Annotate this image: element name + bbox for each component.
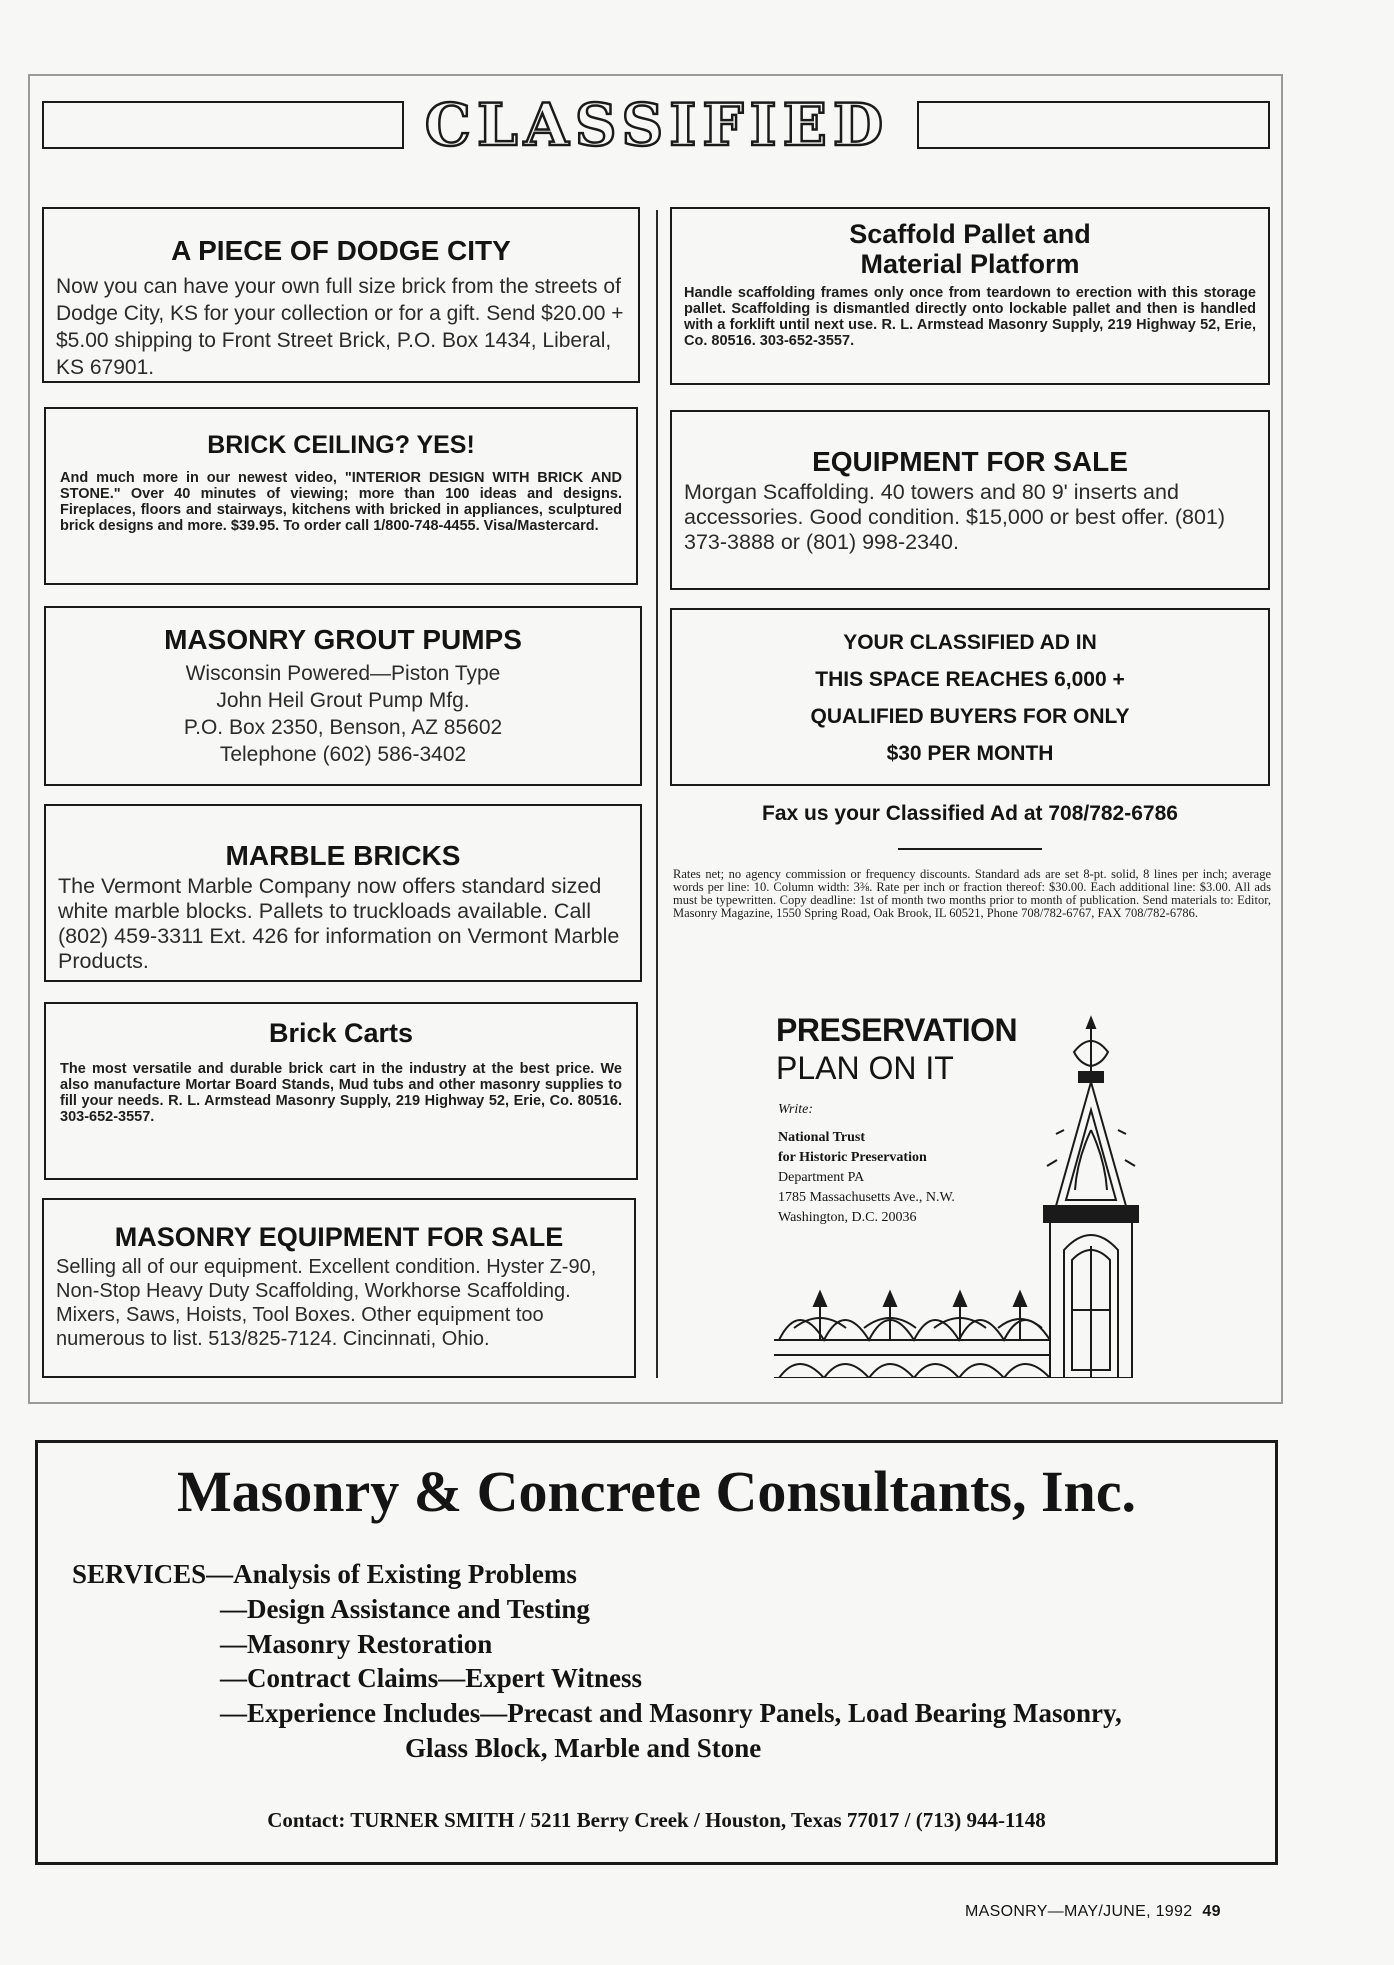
consultants-title: Masonry & Concrete Consultants, Inc.: [176, 1459, 1137, 1524]
rates-note: Rates net; no agency commission or frequency discounts. Standard ads are set 8-pt. solid, 8 lines per inch; average words per line: 10. Column width: 3⅜. Rate per inch or fraction thereof: $30.00. Each additional line: $3.00. All ads must be typewritten. Copy deadline: 1st of month two months prior to month of publication. Send materials to: Editor, Masonry Magazine, 1550 Spring Road, Oak Brook, IL 60521, Phone 708/782-6767, FAX 708/782-6786.: [673, 867, 1271, 920]
ad-dodge-city: [42, 207, 640, 383]
ad-line: Wisconsin Powered—Piston Type: [185, 662, 501, 685]
ad-body: Morgan Scaffolding. 40 towers and 80 9' inserts and accessories. Good condition. $15,000 or best offer. (801) 373-3888 or (801) 998-2340.: [684, 480, 1226, 554]
ad-line: Telephone (602) 586-3402: [219, 743, 467, 766]
ad-title-line-1: Scaffold Pallet and: [849, 219, 1091, 249]
preservation-street: 1785 Massachusetts Ave., N.W.: [778, 1190, 955, 1205]
preservation-org-line-2: for Historic Preservation: [778, 1150, 927, 1165]
page-title: CLASSIFIED: [424, 91, 890, 159]
ad-grout-pumps: [44, 606, 642, 786]
fax-divider: [898, 848, 1042, 850]
service-line: Glass Block, Marble and Stone: [405, 1733, 762, 1763]
ad-brick-ceiling: [44, 407, 638, 585]
ad-body: Handle scaffolding frames only once from teardown to erection with this storage pallet. Scaffolding is dismantled directly onto lockable pallet and then is handled with a forklift until next use. R. L. Armstead Masonry Supply, 219 Highway 52, Erie, Co. 80516. 303-652-3557.: [684, 285, 1256, 349]
promo-line: THIS SPACE REACHES 6,000 +: [815, 668, 1125, 691]
ad-line: John Heil Grout Pump Mfg.: [216, 689, 470, 712]
preservation-write-label: Write:: [778, 1102, 813, 1117]
ad-equipment-for-sale: [670, 410, 1270, 590]
promo-line: $30 PER MONTH: [886, 742, 1054, 765]
ad-scaffold-pallet: [670, 207, 1270, 385]
service-line: —Contract Claims—Expert Witness: [220, 1663, 642, 1693]
page-number: 49: [1202, 1903, 1221, 1920]
service-line: —Experience Includes—Precast and Masonry Panels, Load Bearing Masonry,: [220, 1698, 1122, 1728]
promo-line: YOUR CLASSIFIED AD IN: [843, 631, 1097, 654]
ad-line: P.O. Box 2350, Benson, AZ 85602: [183, 716, 503, 739]
header-rule-right: [917, 101, 1270, 149]
ad-body: Now you can have your own full size brick from the streets of Dodge City, KS for your collection or for a gift. Send $20.00 + $5.00 shipping to Front Street Brick, P.O. Box 1434, Liberal, KS 67901.: [56, 275, 624, 379]
ad-masonry-equipment-sale: [42, 1198, 636, 1378]
ad-brick-carts: [44, 1002, 638, 1180]
fax-line: Fax us your Classified Ad at 708/782-6786: [762, 802, 1178, 825]
service-line: SERVICES—Analysis of Existing Problems: [72, 1559, 577, 1589]
service-line: —Design Assistance and Testing: [220, 1594, 590, 1624]
promo-line: QUALIFIED BUYERS FOR ONLY: [810, 705, 1130, 728]
ad-title: Brick Carts: [268, 1018, 414, 1048]
ad-body: The Vermont Marble Company now offers standard sized white marble blocks. Pallets to truckloads available. Call (802) 459-3311 Ext. 426 for information on Vermont Marble Products.: [58, 874, 620, 973]
preservation-city: Washington, D.C. 20036: [778, 1210, 917, 1225]
preservation-org-line-1: National Trust: [778, 1130, 865, 1145]
ad-body: And much more in our newest video, "INTERIOR DESIGN WITH BRICK AND STONE." Over 40 minutes of viewing; more than 100 ideas and designs. Fireplaces, floors and stairways, kitchens with bricked in appliances, sculptured brick designs and more. $39.95. To order call 1/800-748-4455. Visa/Mastercard.: [60, 470, 622, 534]
ad-title: MASONRY GROUT PUMPS: [164, 624, 522, 655]
preservation-subhead: PLAN ON IT: [776, 1050, 954, 1086]
ad-your-classified-ad: [670, 608, 1270, 786]
service-line: —Masonry Restoration: [220, 1629, 493, 1659]
ad-body: Selling all of our equipment. Excellent condition. Hyster Z-90, Non-Stop Heavy Duty Scaffolding, Workhorse Scaffolding. Mixers, Saws, Hoists, Tool Boxes. Other equipment too numerous to list. 513/825-7124. Cincinnati, Ohio.: [56, 1256, 597, 1350]
ad-title: MARBLE BRICKS: [225, 840, 461, 871]
ad-title: MASONRY EQUIPMENT FOR SALE: [114, 1222, 564, 1252]
ad-title: A PIECE OF DODGE CITY: [171, 235, 511, 266]
page-footer: [965, 1903, 1221, 1921]
header-rule-left: [42, 101, 404, 149]
ad-title-line-2: Material Platform: [860, 249, 1080, 279]
ad-title: BRICK CEILING? YES!: [207, 431, 475, 459]
ad-title: EQUIPMENT FOR SALE: [812, 446, 1128, 477]
ad-marble-bricks: [44, 804, 642, 982]
consultants-contact: Contact: TURNER SMITH / 5211 Berry Creek / Houston, Texas 77017 / (713) 944-1148: [267, 1808, 1046, 1832]
ad-body: The most versatile and durable brick cart in the industry at the best price. We also manufacture Mortar Board Stands, Mud tubs and other masonry supplies to fill your needs. R. L. Armstead Masonry Supply, 219 Highway 52, Erie, Co. 80516. 303-652-3557.: [60, 1061, 622, 1125]
preservation-dept: Department PA: [778, 1170, 865, 1185]
column-divider: [656, 210, 658, 1378]
preservation-headline: PRESERVATION: [776, 1012, 1018, 1048]
publication-info: MASONRY—MAY/JUNE, 1992: [965, 1903, 1193, 1920]
